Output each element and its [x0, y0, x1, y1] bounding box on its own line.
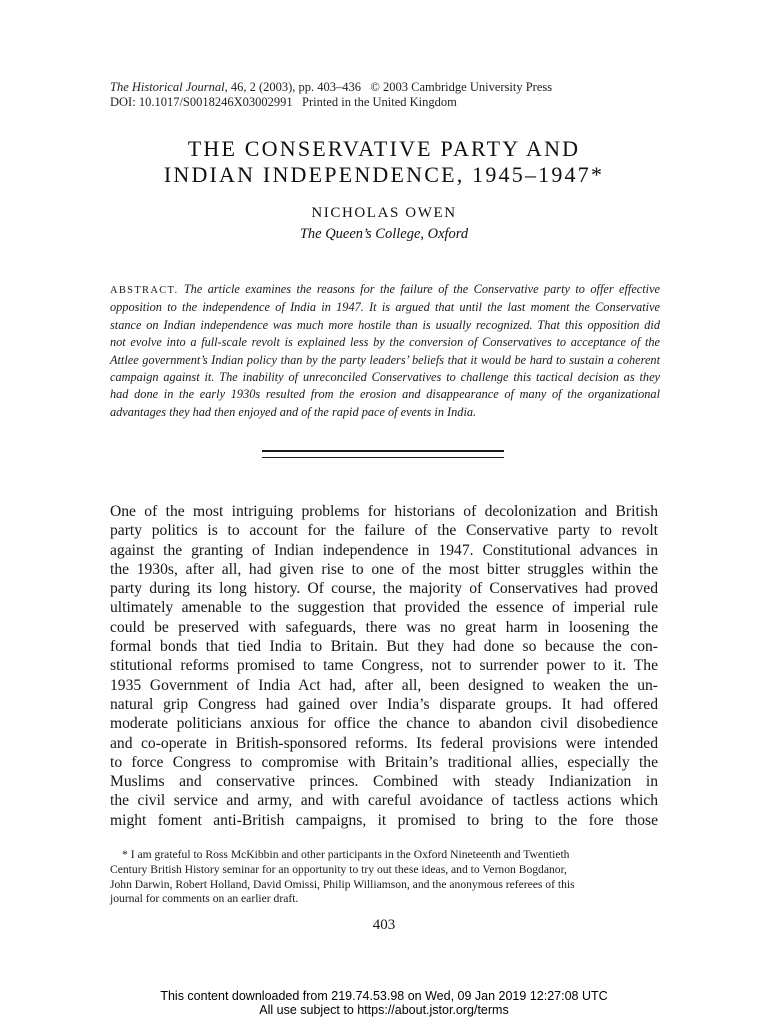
body-line: party politics is to account for the failure of the Conservative party to revolt — [110, 522, 658, 540]
citation-line — [110, 80, 552, 95]
citation-details: , 46, 2 (2003), pp. 403–436 © 2003 Cambridge University Press — [224, 80, 553, 94]
section-divider — [262, 450, 504, 458]
journal-citation — [110, 80, 552, 110]
abstract — [110, 281, 660, 421]
body-line: formal bonds that tied India to Britain. But they had done so because the con- — [110, 638, 658, 656]
abstract-line-1 — [110, 281, 660, 299]
body-line: Muslims and conservative princes. Combined with steady Indianization in — [110, 773, 658, 791]
author-affiliation: The Queen’s College, Oxford — [299, 226, 469, 242]
body-line: and co-operate in British-sponsored reforms. Its federal provisions were intended — [110, 734, 658, 752]
download-info: This content downloaded from 219.74.53.98 on Wed, 09 Jan 2019 12:27:08 UTC — [160, 989, 608, 1003]
abstract-line-5: Attlee government’s Indian policy than by the party leaders’ beliefs that it would be hard to sustain a coherent — [110, 352, 660, 367]
footnote-line: * I am grateful to Ross McKibbin and other participants in the Oxford Nineteenth and Twentieth — [122, 848, 570, 861]
body-line: stitutional reforms promised to tame Congress, not to surrender power to it. The — [110, 657, 658, 675]
body-line: against the granting of Indian independence in 1947. Constitutional advances in — [110, 541, 658, 559]
footnote — [110, 848, 658, 907]
abstract-line-2: opposition to the independence of India in 1947. It is argued that until the last moment the Conservative — [110, 300, 660, 315]
body-line: natural grip Congress had gained over India’s disparate groups. It had offered — [110, 695, 658, 713]
body-line: moderate politicians anxious for office the chance to abandon civil disobedience — [110, 715, 658, 733]
abstract-line-6: campaign against it. The inability of unreconciled Conservatives to challenge this tactical decision as they — [110, 370, 660, 385]
body-line: One of the most intriguing problems for historians of decolonization and British — [110, 503, 658, 520]
terms-of-use: All use subject to https://about.jstor.org/terms — [259, 1003, 509, 1017]
article-title — [0, 136, 768, 188]
body-line: to force Congress to compromise with Britain’s traditional allies, especially the — [110, 753, 658, 771]
body-line: could be preserved with safeguards, there was no great harm in loosening the — [110, 618, 658, 636]
page-number: 403 — [372, 917, 396, 933]
abstract-line-4: not evolve into a full-scale revolt is explained less by the conversion of Conservatives to acceptance of the — [110, 335, 660, 350]
body-line: might foment anti-British campaigns, it promised to bring to the fore those — [110, 811, 658, 829]
body-line: ultimately amenable to the suggestion that provided the essence of imperial rule — [110, 599, 658, 617]
abstract-line-3: stance on Indian independence was much more hostile than is usually recognized. That this opposition did — [110, 317, 660, 332]
body-line: the 1930s, after all, had given rise to one of the most bitter struggles within the — [110, 560, 658, 578]
body-paragraph — [110, 502, 658, 830]
body-line: party during its long history. Of course, the majority of Conservatives had proved — [110, 580, 658, 598]
abstract-line-1-text: The article examines the reasons for the failure of the Conservative party to offer effective — [183, 282, 661, 296]
footnote-line: John Darwin, Robert Holland, David Omissi, Philip Williamson, and the anonymous referees of this — [110, 877, 575, 891]
footnote-line: Century British History seminar for an opportunity to try out these ideas, and to Vernon Bogdanor, — [110, 862, 567, 876]
title-line-1: THE CONSERVATIVE PARTY AND — [187, 136, 581, 161]
jstor-download-notice — [0, 989, 768, 1017]
abstract-label: ABSTRACT. — [110, 285, 179, 296]
author-name: NICHOLAS OWEN — [311, 205, 457, 221]
abstract-line-8: advantages they had then enjoyed and of the rapid pace of events in India. — [110, 404, 477, 419]
doi-line: DOI: 10.1017/S0018246X03002991 Printed in the United Kingdom — [110, 95, 457, 109]
footnote-line: journal for comments on an earlier draft. — [110, 892, 299, 906]
body-line: the civil service and army, and with careful avoidance of tactless actions which — [110, 792, 658, 810]
body-line: 1935 Government of India Act had, after all, been designed to weaken the un- — [110, 676, 658, 694]
abstract-line-7: had done in the early 1930s resulted from the erosion and disappearance of many of the organizational — [110, 387, 660, 402]
journal-name: The Historical Journal — [110, 80, 225, 94]
title-line-2: INDIAN INDEPENDENCE, 1945–1947* — [163, 162, 605, 187]
